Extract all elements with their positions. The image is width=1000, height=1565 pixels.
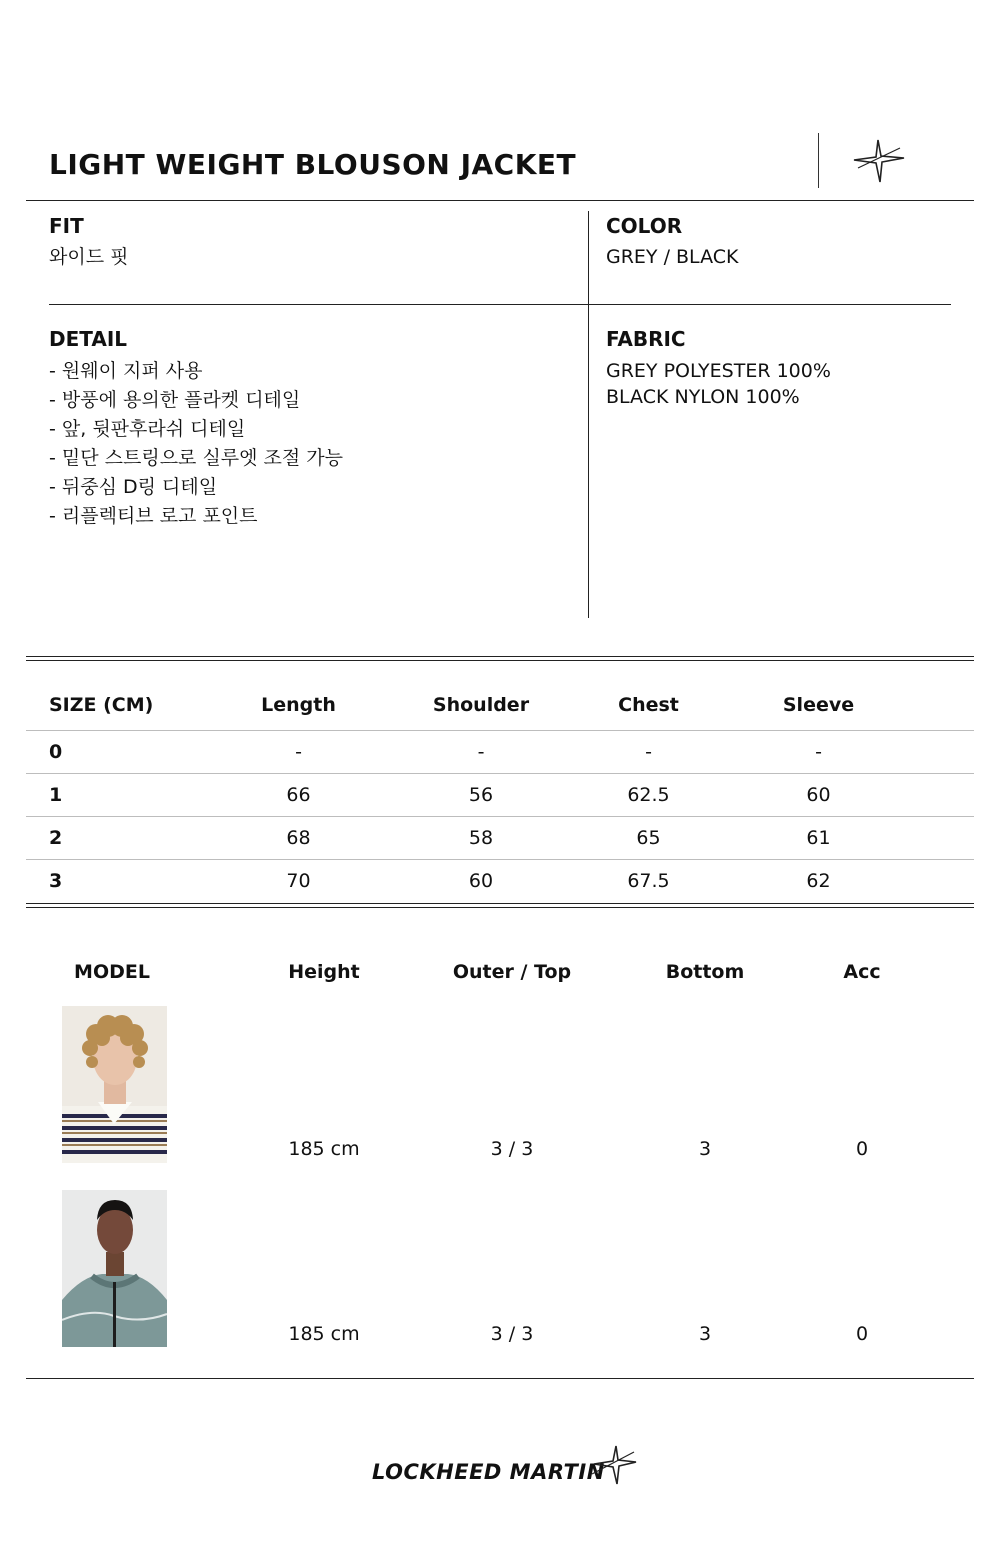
info-column-divider bbox=[588, 211, 589, 618]
detail-item: - 앞, 뒷판후라쉬 디테일 bbox=[49, 418, 246, 440]
detail-item: - 원웨이 지퍼 사용 bbox=[49, 360, 203, 382]
shoulder-header: Shoulder bbox=[432, 694, 530, 716]
sleeve-cell: 62 bbox=[726, 860, 911, 903]
table-row bbox=[26, 817, 974, 860]
acc-header: Acc bbox=[843, 961, 881, 983]
brand-logo-text: LOCKHEED MARTIN bbox=[372, 1460, 605, 1484]
table-row bbox=[26, 731, 974, 774]
detail-item: - 리플렉티브 로고 포인트 bbox=[49, 505, 258, 527]
sleeve-cell: 61 bbox=[726, 817, 911, 860]
lockheed-star-icon bbox=[850, 138, 906, 184]
model-acc: 0 bbox=[855, 1323, 869, 1345]
fit-label: FIT bbox=[49, 214, 84, 238]
model-height: 185 cm bbox=[288, 1323, 360, 1345]
fabric-line: BLACK NYLON 100% bbox=[606, 386, 800, 408]
size-table-bottom-rule-2 bbox=[26, 907, 974, 908]
model-bottom: 3 bbox=[698, 1323, 712, 1345]
header-divider bbox=[818, 133, 819, 188]
table-row bbox=[26, 860, 974, 903]
height-header: Height bbox=[288, 961, 360, 983]
fit-value: 와이드 핏 bbox=[49, 246, 129, 268]
size-cell: 3 bbox=[26, 860, 206, 903]
sleeve-cell: 60 bbox=[726, 774, 911, 817]
model-table-bottom-rule bbox=[26, 1378, 974, 1379]
sleeve-cell: - bbox=[726, 731, 911, 774]
fabric-label: FABRIC bbox=[606, 327, 686, 351]
color-label: COLOR bbox=[606, 214, 683, 238]
size-header: SIZE (CM) bbox=[49, 694, 154, 716]
model-photo bbox=[62, 1190, 167, 1347]
detail-list bbox=[49, 357, 343, 531]
length-cell: - bbox=[206, 731, 391, 774]
chest-cell: 65 bbox=[571, 817, 726, 860]
shoulder-cell: 58 bbox=[391, 817, 571, 860]
size-cell: 1 bbox=[26, 774, 206, 817]
detail-item: - 뒤중심 D링 디테일 bbox=[49, 476, 218, 498]
detail-item: - 방풍에 용의한 플라켓 디테일 bbox=[49, 389, 301, 411]
size-cell: 2 bbox=[26, 817, 206, 860]
model-bottom: 3 bbox=[698, 1138, 712, 1160]
header-rule bbox=[26, 200, 974, 201]
fabric-line: GREY POLYESTER 100% bbox=[606, 360, 831, 382]
model-height: 185 cm bbox=[288, 1138, 360, 1160]
detail-label: DETAIL bbox=[49, 327, 128, 351]
model-outer-top: 3 / 3 bbox=[490, 1138, 534, 1160]
size-table-bottom-rule bbox=[26, 903, 974, 904]
info-row-rule bbox=[49, 304, 951, 305]
model-acc: 0 bbox=[855, 1138, 869, 1160]
size-table-top-rule bbox=[26, 656, 974, 657]
chest-header: Chest bbox=[618, 694, 679, 716]
sleeve-header: Sleeve bbox=[782, 694, 855, 716]
length-cell: 70 bbox=[206, 860, 391, 903]
model-header: MODEL bbox=[74, 961, 150, 983]
color-value: GREY / BLACK bbox=[606, 246, 739, 268]
table-row bbox=[26, 774, 974, 817]
length-cell: 68 bbox=[206, 817, 391, 860]
bottom-header: Bottom bbox=[665, 961, 745, 983]
size-table-header-row bbox=[26, 680, 974, 731]
detail-item: - 밑단 스트링으로 실루엣 조절 가능 bbox=[49, 447, 344, 469]
length-header: Length bbox=[261, 694, 336, 716]
size-table bbox=[26, 680, 974, 902]
shoulder-cell: 60 bbox=[391, 860, 571, 903]
lockheed-star-icon bbox=[590, 1444, 638, 1486]
size-table-top-rule-2 bbox=[26, 660, 974, 661]
shoulder-cell: - bbox=[391, 731, 571, 774]
model-outer-top: 3 / 3 bbox=[490, 1323, 534, 1345]
product-title: LIGHT WEIGHT BLOUSON JACKET bbox=[49, 148, 577, 181]
model-photo bbox=[62, 1006, 167, 1163]
length-cell: 66 bbox=[206, 774, 391, 817]
size-cell: 0 bbox=[26, 731, 206, 774]
outer-top-header: Outer / Top bbox=[452, 961, 572, 983]
shoulder-cell: 56 bbox=[391, 774, 571, 817]
chest-cell: 67.5 bbox=[571, 860, 726, 903]
chest-cell: 62.5 bbox=[571, 774, 726, 817]
chest-cell: - bbox=[571, 731, 726, 774]
